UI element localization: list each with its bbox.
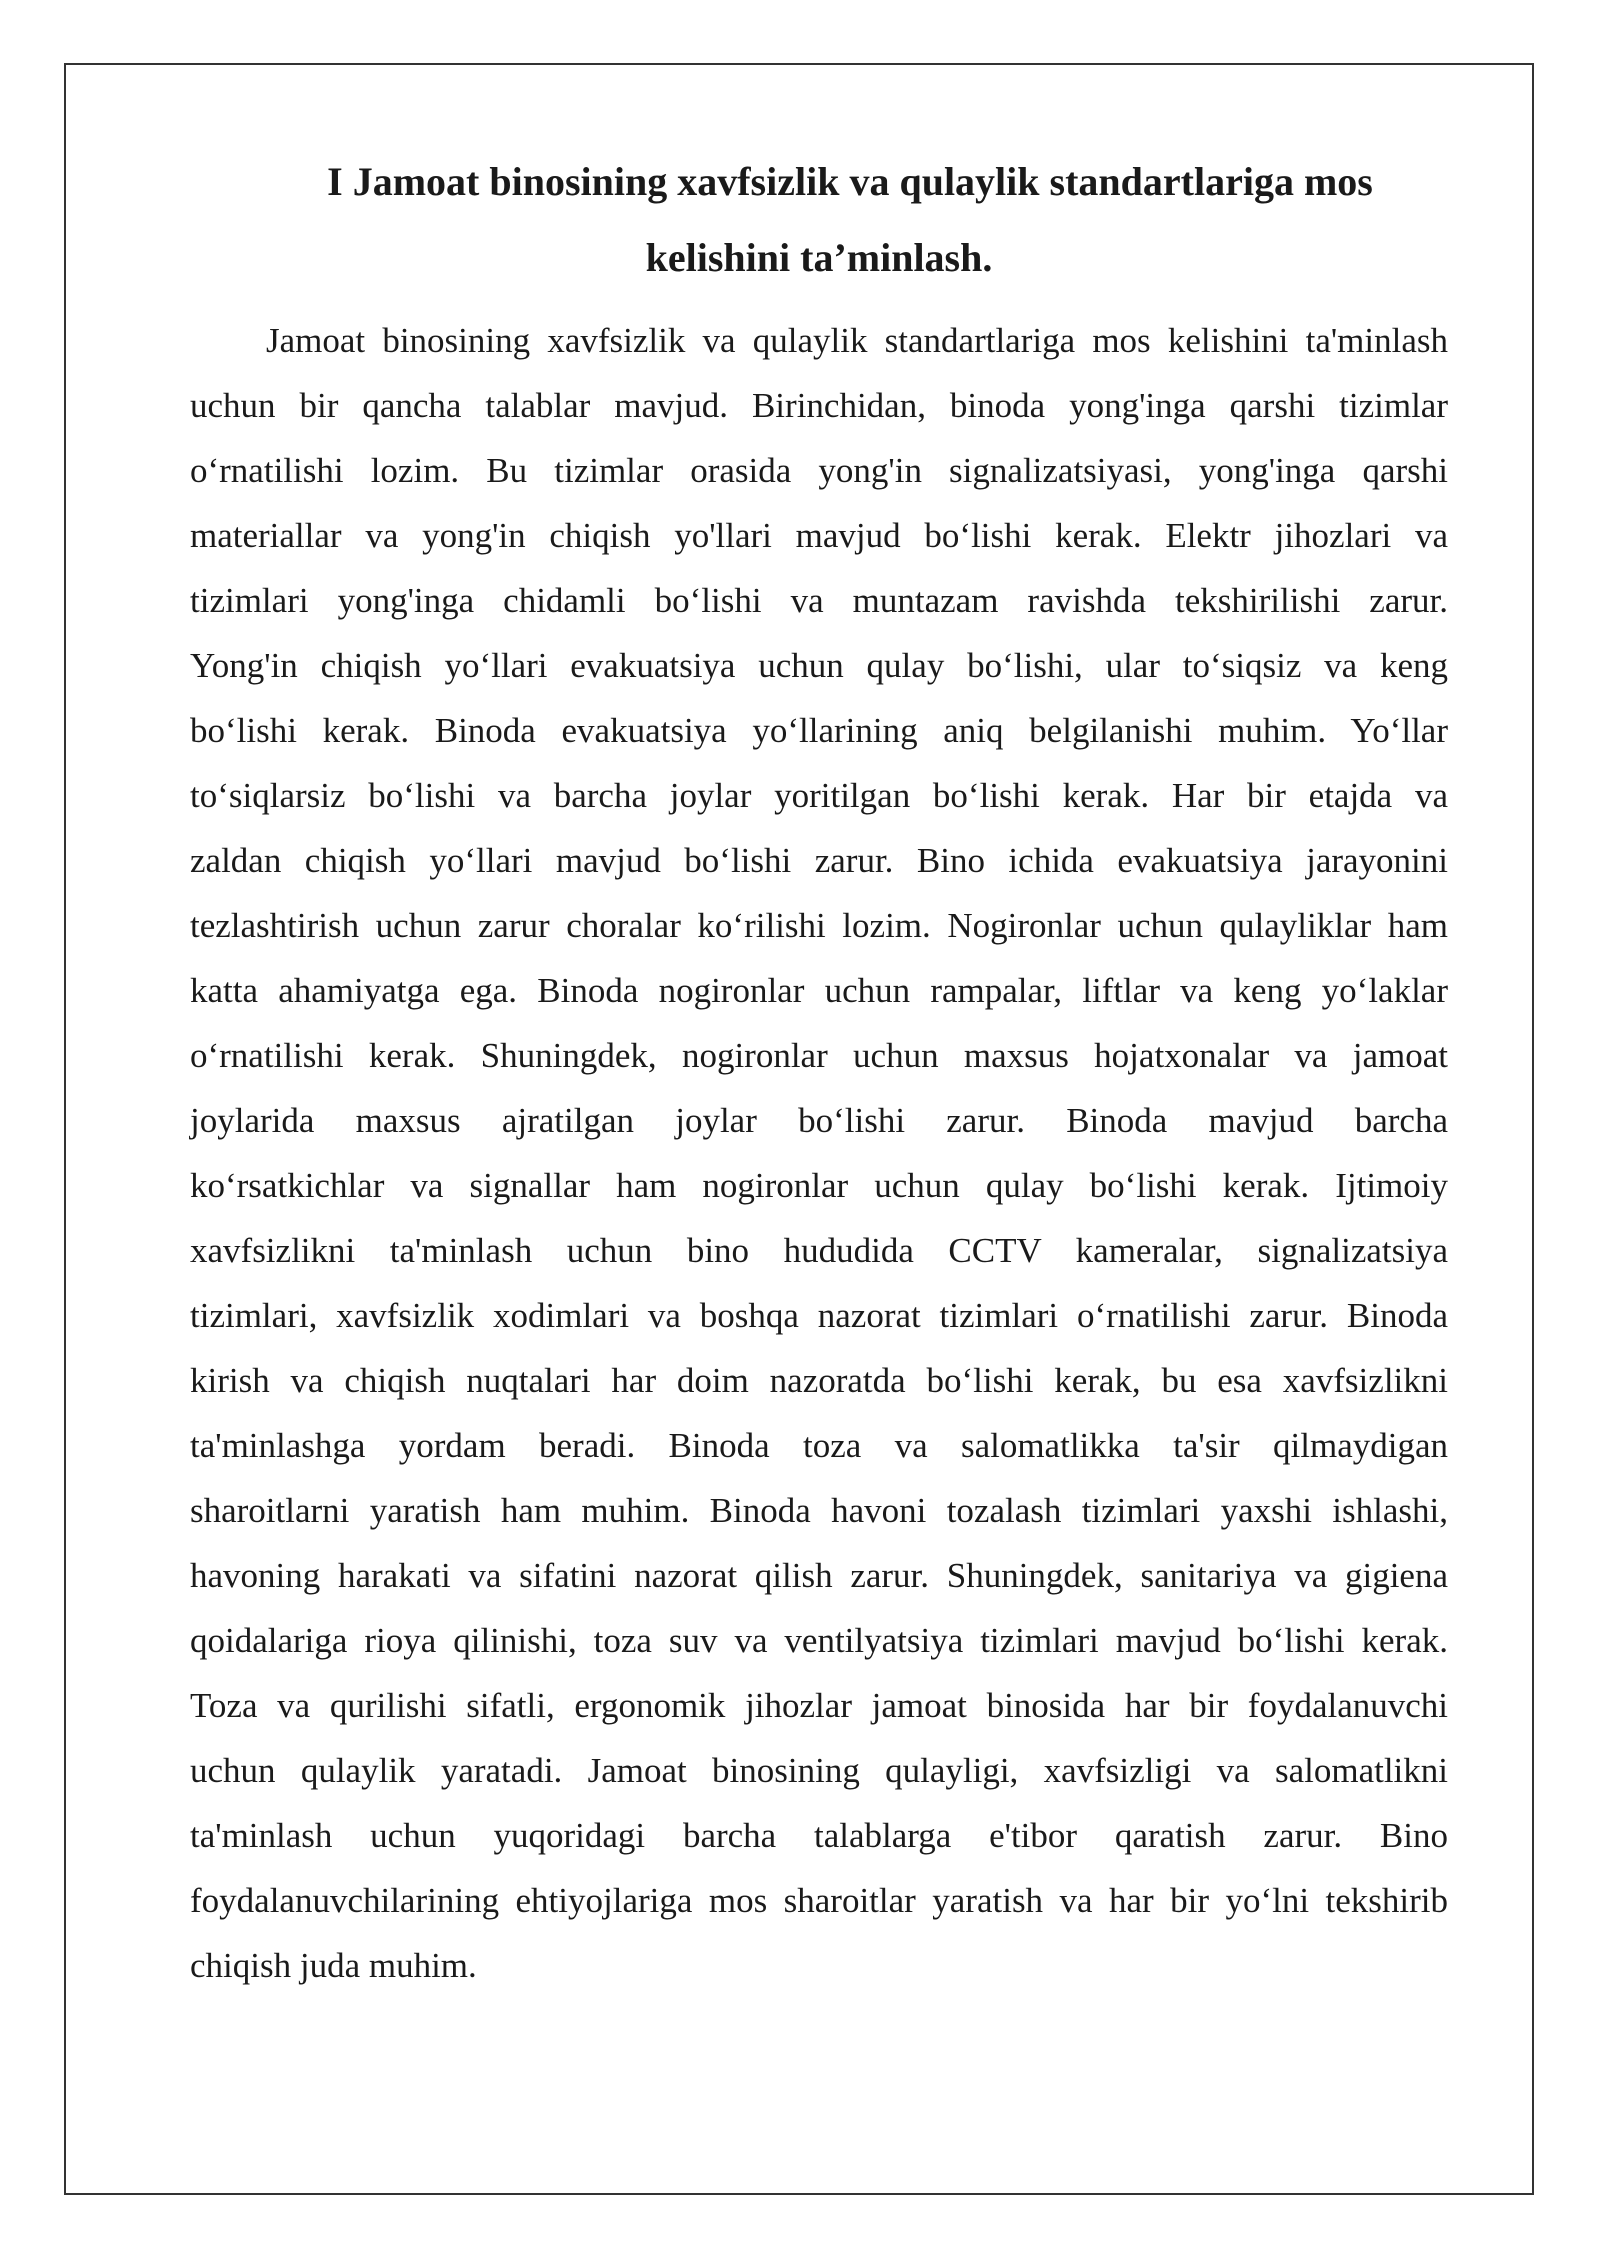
body-line: uchun qulaylik yaratadi. Jamoat binosining qulayligi, xavfsizligi va salomatlikni [190, 1751, 1448, 1790]
body-line-last: chiqish juda muhim. [190, 1946, 477, 1985]
body-line: sharoitlarni yaratish ham muhim. Binoda havoni tozalash tizimlari yaxshi ishlashi, [190, 1491, 1448, 1530]
body-line: kirish va chiqish nuqtalari har doim nazoratda bo‘lishi kerak, bu esa xavfsizlikni [190, 1361, 1448, 1400]
body-line: materiallar va yong'in chiqish yo'llari mavjud bo‘lishi kerak. Elektr jihozlari va [190, 516, 1448, 555]
body-line: Yong'in chiqish yo‘llari evakuatsiya uchun qulay bo‘lishi, ular to‘siqsiz va keng [190, 646, 1448, 685]
body-line: Jamoat binosining xavfsizlik va qulaylik standartlariga mos kelishini ta'minlash [266, 321, 1448, 360]
body-line: katta ahamiyatga ega. Binoda nogironlar uchun rampalar, liftlar va keng yo‘laklar [190, 971, 1448, 1010]
body-line: ko‘rsatkichlar va signallar ham nogironlar uchun qulay bo‘lishi kerak. Ijtimoiy [190, 1166, 1448, 1205]
body-line: ta'minlashga yordam beradi. Binoda toza va salomatlikka ta'sir qilmaydigan [190, 1426, 1448, 1465]
body-line: foydalanuvchilarining ehtiyojlariga mos sharoitlar yaratish va har bir yo‘lni tekshirib [190, 1881, 1448, 1920]
heading-line-2: kelishini ta’minlash. [645, 235, 993, 280]
body-line: o‘rnatilishi lozim. Bu tizimlar orasida yong'in signalizatsiyasi, yong'inga qarshi [190, 451, 1448, 490]
body-line: tizimlari yong'inga chidamli bo‘lishi va muntazam ravishda tekshirilishi zarur. [190, 581, 1448, 620]
body-line: zaldan chiqish yo‘llari mavjud bo‘lishi zarur. Bino ichida evakuatsiya jarayonini [190, 841, 1448, 880]
body-line: xavfsizlikni ta'minlash uchun bino hududida CCTV kameralar, signalizatsiya [190, 1231, 1448, 1270]
body-line: uchun bir qancha talablar mavjud. Birinchidan, binoda yong'inga qarshi tizimlar [190, 386, 1448, 425]
body-line: tizimlari, xavfsizlik xodimlari va boshqa nazorat tizimlari o‘rnatilishi zarur. Binoda [190, 1296, 1448, 1335]
body-line: bo‘lishi kerak. Binoda evakuatsiya yo‘llarining aniq belgilanishi muhim. Yo‘llar [190, 711, 1448, 750]
body-line: tezlashtirish uchun zarur choralar ko‘rilishi lozim. Nogironlar uchun qulayliklar ham [190, 906, 1448, 945]
body-line: qoidalariga rioya qilinishi, toza suv va ventilyatsiya tizimlari mavjud bo‘lishi kerak. [190, 1621, 1448, 1660]
heading-line-1: I Jamoat binosining xavfsizlik va qulaylik standartlariga mos [327, 159, 1373, 204]
section-heading [190, 144, 1448, 296]
body-line: o‘rnatilishi kerak. Shuningdek, nogironlar uchun maxsus hojatxonalar va jamoat [190, 1036, 1448, 1075]
body-line: joylarida maxsus ajratilgan joylar bo‘lishi zarur. Binoda mavjud barcha [190, 1101, 1448, 1140]
body-paragraph [190, 308, 1448, 1998]
body-line: ta'minlash uchun yuqoridagi barcha talablarga e'tibor qaratish zarur. Bino [190, 1816, 1448, 1855]
body-line: havoning harakati va sifatini nazorat qilish zarur. Shuningdek, sanitariya va gigiena [190, 1556, 1448, 1595]
body-line: to‘siqlarsiz bo‘lishi va barcha joylar yoritilgan bo‘lishi kerak. Har bir etajda va [190, 776, 1448, 815]
body-line: Toza va qurilishi sifatli, ergonomik jihozlar jamoat binosida har bir foydalanuvchi [190, 1686, 1448, 1725]
